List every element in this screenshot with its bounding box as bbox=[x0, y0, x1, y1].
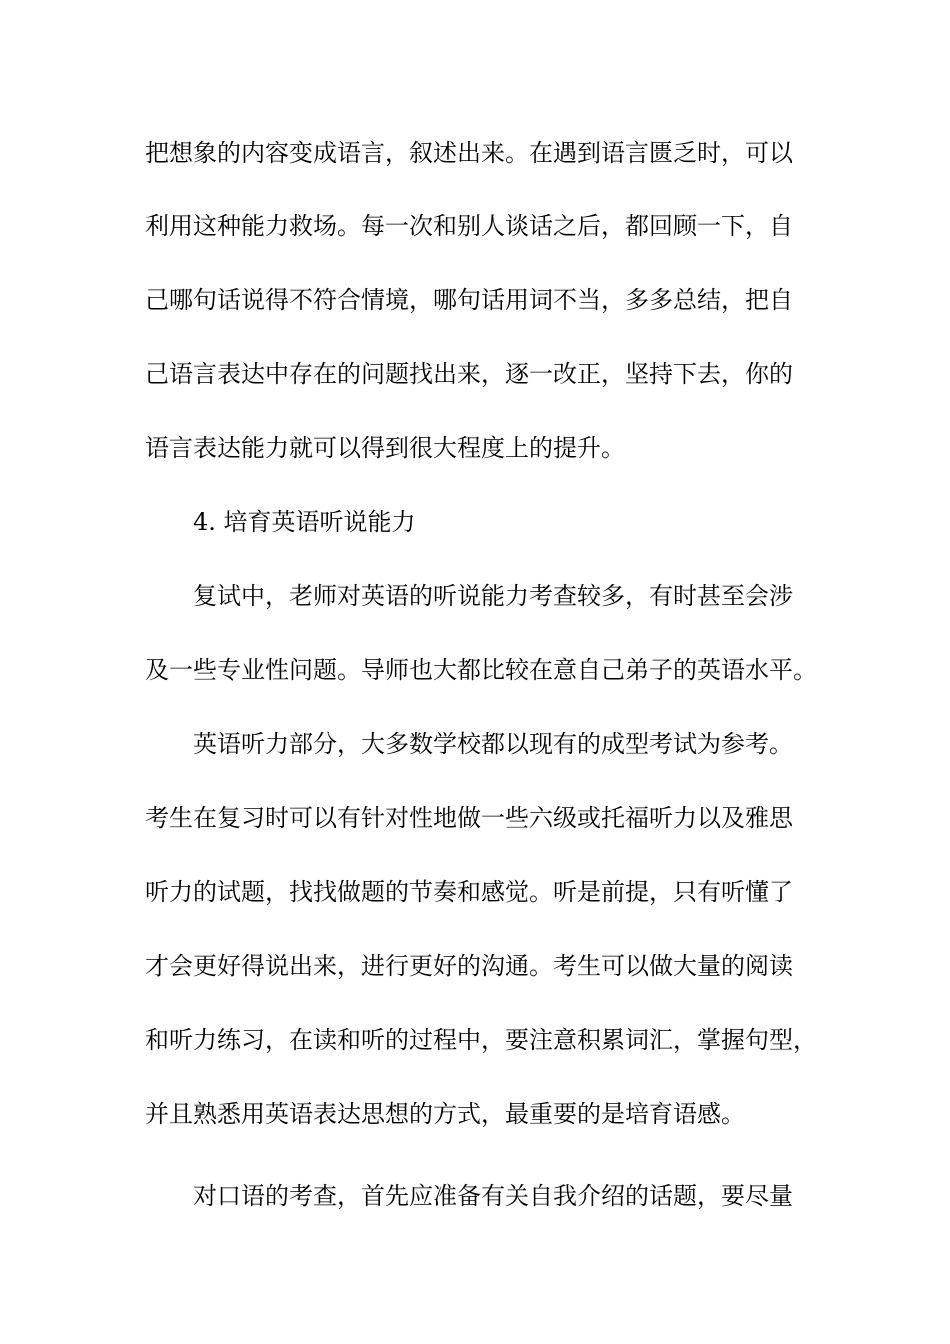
text-line: 英语听力部分，大多数学校都以现有的成型考试为参考。 bbox=[193, 730, 793, 758]
text-line: 才会更好得说出来，进行更好的沟通。考生可以做大量的阅读 bbox=[145, 952, 793, 980]
text-line: 语言表达能力就可以得到很大程度上的提升。 bbox=[145, 434, 625, 462]
text-line: 听力的试题，找找做题的节奏和感觉。听是前提，只有听懂了 bbox=[145, 878, 793, 906]
text-line: 把想象的内容变成语言，叙述出来。在遇到语言匮乏时，可以 bbox=[145, 139, 793, 167]
text-line: 考生在复习时可以有针对性地做一些六级或托福听力以及雅思 bbox=[145, 804, 793, 832]
text-line: 复试中，老师对英语的听说能力考查较多，有时甚至会涉 bbox=[193, 582, 793, 610]
text-line: 并且熟悉用英语表达思想的方式，最重要的是培育语感。 bbox=[145, 1100, 745, 1128]
text-line: 及一些专业性问题。导师也大都比较在意自己弟子的英语水平。 bbox=[145, 656, 817, 684]
text-line: 和听力练习，在读和听的过程中，要注意积累词汇，掌握句型， bbox=[145, 1026, 817, 1054]
section-heading: 4. 培育英语听说能力 bbox=[193, 508, 416, 536]
text-line: 对口语的考查，首先应准备有关自我介绍的话题，要尽量 bbox=[193, 1182, 793, 1210]
text-line: 利用这种能力救场。每一次和别人谈话之后，都回顾一下，自 bbox=[145, 212, 793, 240]
text-line: 己哪句话说得不符合情境，哪句话用词不当，多多总结，把自 bbox=[145, 286, 793, 314]
text-line: 己语言表达中存在的问题找出来，逐一改正，坚持下去，你的 bbox=[145, 360, 793, 388]
